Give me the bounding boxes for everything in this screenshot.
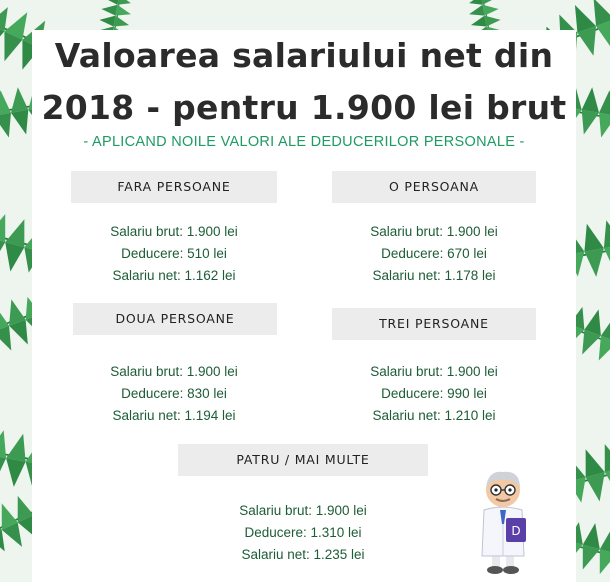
salariu-brut: Salariu brut: 1.900 lei: [110, 224, 238, 239]
page-title-line2: 2018 - pentru 1.900 lei brut: [41, 88, 567, 127]
salariu-net: Salariu net: 1.235 lei: [241, 547, 365, 562]
doctor-character-icon: [468, 468, 538, 576]
header-fara-persoane: FARA PERSOANE: [71, 171, 277, 203]
page-title-line1: Valoarea salariului net din: [54, 36, 554, 75]
header-doua-persoane: DOUA PERSOANE: [73, 303, 277, 335]
svg-text:D: D: [511, 524, 521, 538]
section-fara-persoane: [71, 221, 277, 287]
subtitle: - APLICAND NOILE VALORI ALE DEDUCERILOR PERSONALE -: [83, 134, 525, 150]
deducere: Deducere: 990 lei: [381, 386, 487, 401]
section-o-persoana: [332, 221, 536, 287]
salariu-net: Salariu net: 1.162 lei: [112, 268, 236, 283]
salariu-brut: Salariu brut: 1.900 lei: [239, 503, 367, 518]
section-doua-persoane: [71, 361, 277, 427]
header-o-persoana: O PERSOANA: [332, 171, 536, 203]
deducere: Deducere: 1.310 lei: [244, 525, 362, 540]
salariu-net: Salariu net: 1.210 lei: [372, 408, 496, 423]
deducere: Deducere: 830 lei: [121, 386, 227, 401]
salariu-brut: Salariu brut: 1.900 lei: [110, 364, 238, 379]
header-trei-persoane: TREI PERSOANE: [332, 308, 536, 340]
salariu-brut: Salariu brut: 1.900 lei: [370, 224, 498, 239]
header-patru-mai-multe: PATRU / MAI MULTE: [178, 444, 428, 476]
salariu-brut: Salariu brut: 1.900 lei: [370, 364, 498, 379]
section-patru-mai-multe: [178, 500, 428, 566]
salariu-net: Salariu net: 1.194 lei: [112, 408, 236, 423]
salariu-net: Salariu net: 1.178 lei: [372, 268, 496, 283]
section-trei-persoane: [332, 361, 536, 427]
deducere: Deducere: 670 lei: [381, 246, 487, 261]
deducere: Deducere: 510 lei: [121, 246, 227, 261]
